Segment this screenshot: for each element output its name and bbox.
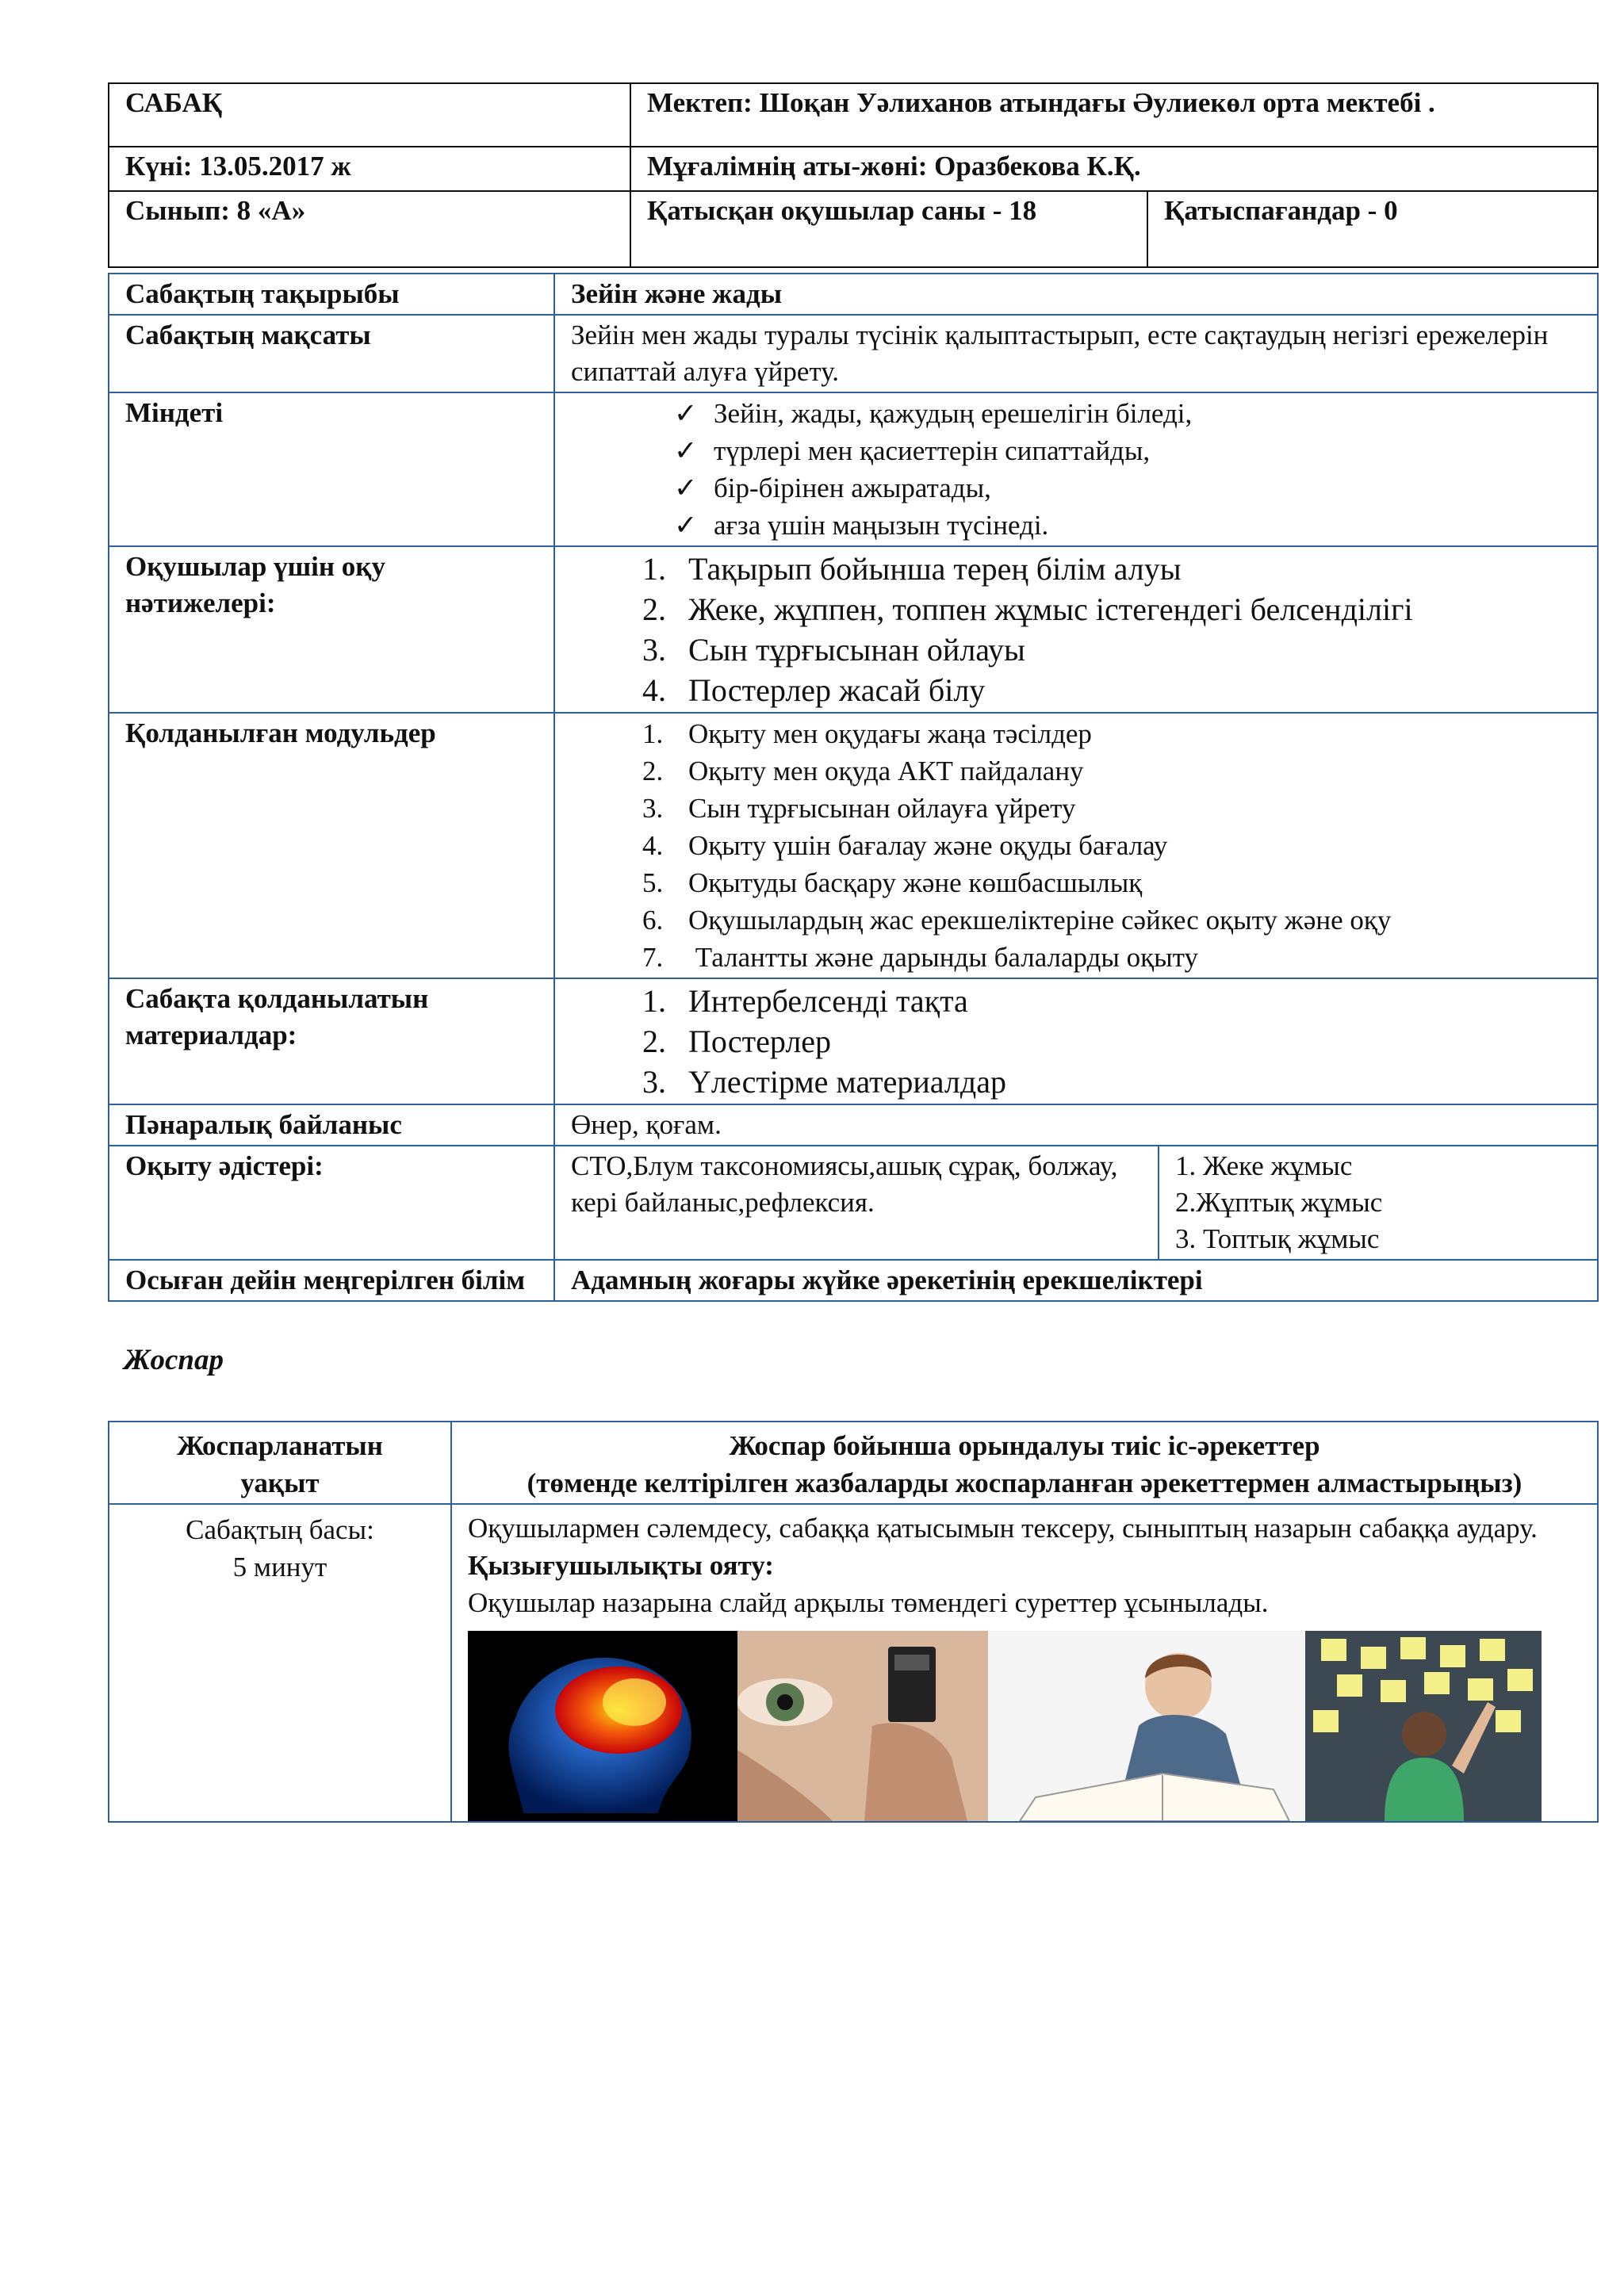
tasks-cell (554, 392, 1598, 546)
modules-label: Қолданылған модульдер (109, 713, 554, 978)
prior-knowledge-label: Осыған дейін меңгерілген білім (109, 1260, 554, 1301)
list-item: 2. Постерлер (642, 1024, 832, 1059)
interdisc-value: Өнер, қоғам. (554, 1104, 1598, 1146)
row-time: Сабақтың басы: 5 минут (109, 1504, 451, 1822)
list-item: 4. Постерлер жасай білу (642, 672, 986, 708)
list-item: ✓ бір-бірінен ажыратады, (674, 469, 1581, 507)
interdisc-label: Пәнаралық байланыс (109, 1104, 554, 1146)
subheading: Қызығушылықты ояту: (468, 1550, 774, 1581)
list-item: 7. Талантты және дарынды балаларды оқыту (642, 942, 1199, 973)
work-forms-cell (1159, 1146, 1598, 1260)
actions-column-header: Жоспар бойынша орындалуы тиіс іс-әрекеттер (төменде келтірілген жазбаларды жоспарланған әрекеттермен алмастырыңыз) (451, 1422, 1598, 1504)
brain-image (468, 1631, 737, 1821)
list-item: 3. Сын тұрғысынан ойлауға үйрету (642, 793, 1076, 824)
lesson-info-table (108, 273, 1599, 1302)
list-item: 3. Үлестірме материалдар (642, 1064, 1006, 1100)
slide-text: Оқушылар назарына слайд арқылы төмендегі суреттер ұсынылады. (468, 1587, 1269, 1618)
work-form-item: 2.Жұптық жұмыс (1175, 1187, 1383, 1218)
absent-count: Қатыспағандар - 0 (1147, 191, 1598, 267)
check-icon: ✓ (674, 510, 698, 541)
lesson-date: Күні: 13.05.2017 ж (109, 147, 630, 191)
greeting-text: Оқушылармен сәлемдесу, сабаққа қатысымын тексеру, сыныптың назарын сабаққа аудару. (468, 1513, 1538, 1544)
time-column-header: Жоспарланатын уақыт (109, 1422, 451, 1504)
list-item: 1. Интербелсенді тақта (642, 983, 968, 1019)
tasks-list (571, 395, 1581, 544)
prior-knowledge-value: Адамның жоғары жүйке әрекетінің ерекшеліктері (554, 1260, 1598, 1301)
list-item: ✓ ағза үшін маңызын түсінеді. (674, 507, 1581, 544)
outcomes-label: Оқушылар үшін оқу нәтижелері: (109, 546, 554, 713)
list-item: 4. Оқыту үшін бағалау және оқуды бағалау (642, 830, 1168, 861)
list-item: 1. Тақырып бойынша терең білім алуы (642, 551, 1182, 587)
work-form-item: 1. Жеке жұмыс (1175, 1150, 1353, 1181)
lesson-label: САБАҚ (109, 83, 630, 147)
materials-list (571, 981, 1581, 1102)
header-table (108, 82, 1599, 268)
check-icon: ✓ (674, 473, 698, 503)
row-actions (451, 1504, 1598, 1822)
list-item: 5. Оқытуды басқару және көшбасшылық (642, 867, 1143, 898)
tasks-label: Міндеті (109, 392, 554, 546)
list-item: 2. Жеке, жұппен, топпен жұмыс істегендегі белсенділігі (642, 591, 1413, 627)
class-name: Сынып: 8 «А» (109, 191, 630, 267)
plan-title: Жоспар (124, 1344, 224, 1376)
school-name: Мектеп: Шоқан Уәлиханов атындағы Әулиекөл орта мектебі . (630, 83, 1598, 147)
methods-value: СТО,Блум таксономиясы,ашық сұрақ, болжау, кері байланыс,рефлексия. (554, 1146, 1159, 1260)
modules-list (571, 715, 1581, 976)
check-icon: ✓ (674, 398, 698, 429)
list-item: ✓ түрлері мен қасиеттерін сипаттайды, (674, 432, 1581, 469)
work-form-item: 3. Топтық жұмыс (1175, 1223, 1380, 1254)
materials-cell (554, 978, 1598, 1104)
present-count: Қатысқан оқушылар саны - 18 (630, 191, 1147, 267)
sticky-notes-image (1305, 1631, 1542, 1821)
memory-card-eye-image (737, 1631, 988, 1821)
tired-student-image (988, 1631, 1305, 1821)
list-item: 1. Оқыту мен оқудағы жаңа тәсілдер (642, 718, 1092, 749)
list-item: 2. Оқыту мен оқуда АКТ пайдалану (642, 756, 1084, 786)
outcomes-list (571, 549, 1581, 710)
plan-table (108, 1421, 1599, 1823)
list-item: 6. Оқушылардың жас ерекшеліктеріне сәйкес оқыту және оқу (642, 905, 1392, 936)
topic-label: Сабақтың тақырыбы (109, 274, 554, 315)
topic-value: Зейін және жады (554, 274, 1598, 315)
teacher-name: Мұғалімнің аты-жөні: Оразбекова К.Қ. (630, 147, 1598, 191)
outcomes-cell (554, 546, 1598, 713)
goal-value: Зейін мен жады туралы түсінік қалыптастырып, есте сақтаудың негізгі ережелерін сипаттай алуға үйрету. (554, 315, 1598, 392)
goal-label: Сабақтың мақсаты (109, 315, 554, 392)
materials-label: Сабақта қолданылатын материалдар: (109, 978, 554, 1104)
methods-label: Оқыту әдістері: (109, 1146, 554, 1260)
list-item: ✓ Зейін, жады, қажудың ерешелігін біледі, (674, 395, 1581, 432)
list-item: 3. Сын тұрғысынан ойлауы (642, 632, 1025, 668)
modules-cell (554, 713, 1598, 978)
image-strip (468, 1631, 1581, 1821)
check-icon: ✓ (674, 435, 698, 466)
